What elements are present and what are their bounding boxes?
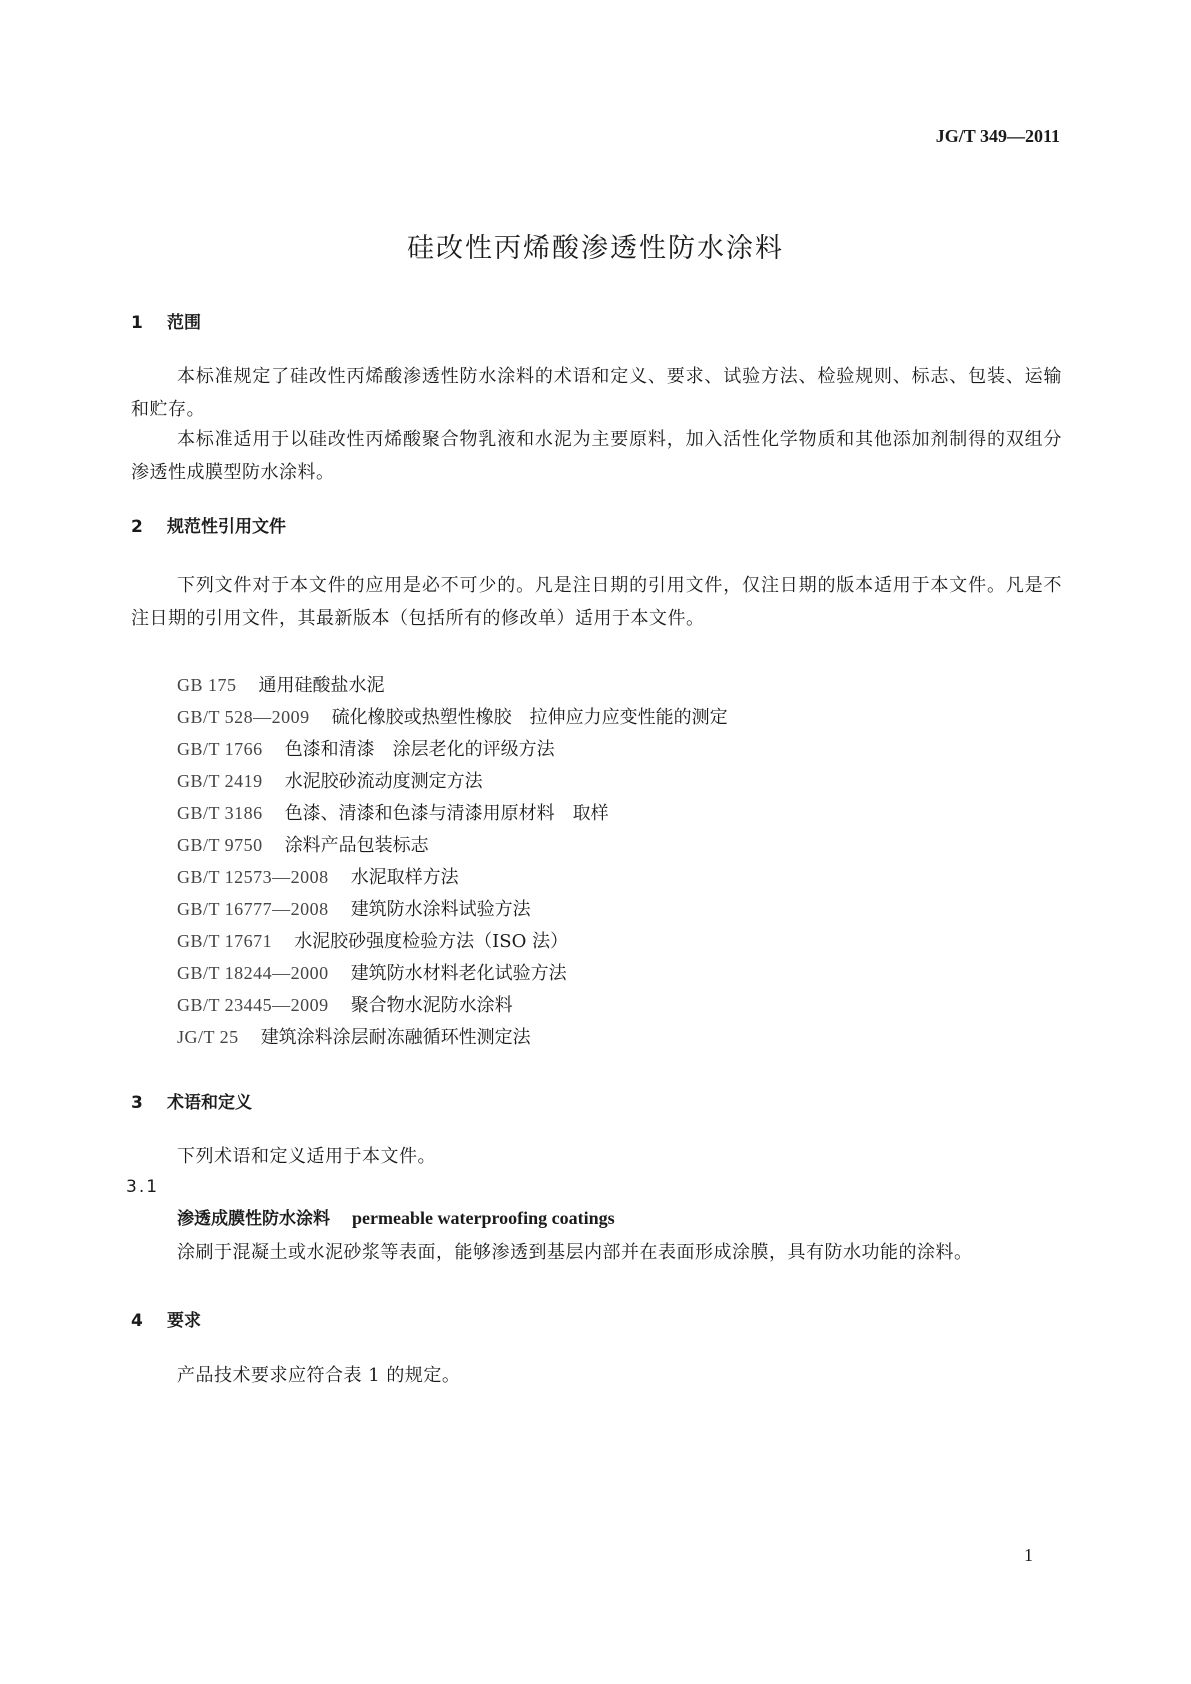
term-english: permeable waterproofing coatings: [352, 1208, 615, 1228]
reference-item: [177, 669, 728, 701]
reference-item: [177, 861, 728, 893]
reference-title: 建筑防水材料老化试验方法: [350, 963, 567, 984]
reference-code: GB/T 1766: [177, 739, 263, 759]
reference-title: 水泥胶砂流动度测定方法: [284, 771, 483, 792]
section-title: 要求: [167, 1311, 201, 1331]
page-number: 1: [1024, 1545, 1033, 1565]
reference-title: 建筑防水涂料试验方法: [350, 899, 531, 920]
reference-title: 色漆和清漆 涂层老化的评级方法: [284, 739, 555, 760]
section-3-heading: [131, 1088, 252, 1113]
reference-code: GB 175: [177, 675, 237, 695]
reference-item: [177, 957, 728, 989]
reference-title: 涂料产品包装标志: [284, 835, 429, 856]
section-title: 范围: [167, 313, 201, 333]
reference-code: GB/T 23445—2009: [177, 995, 329, 1015]
section-number: 4: [131, 1311, 143, 1331]
reference-code: GB/T 17671: [177, 931, 273, 951]
reference-code: GB/T 16777—2008: [177, 899, 329, 919]
section-title: 术语和定义: [167, 1093, 252, 1113]
reference-code: GB/T 9750: [177, 835, 263, 855]
scope-paragraph-1: 本标准规定了硅改性丙烯酸渗透性防水涂料的术语和定义、要求、试验方法、检验规则、标志、包装、运输和贮存。: [131, 366, 1062, 420]
reference-code: GB/T 2419: [177, 771, 263, 791]
reference-item: [177, 733, 728, 765]
section-title: 规范性引用文件: [167, 517, 286, 537]
reference-title: 聚合物水泥防水涂料: [350, 995, 513, 1016]
reference-item: [177, 701, 728, 733]
reference-code: GB/T 18244—2000: [177, 963, 329, 983]
term-definition: 涂刷于混凝土或水泥砂浆等表面，能够渗透到基层内部并在表面形成涂膜，具有防水功能的涂料。: [177, 1242, 973, 1263]
reference-title: 色漆、清漆和色漆与清漆用原材料 取样: [284, 803, 609, 824]
normative-intro: 下列文件对于本文件的应用是必不可少的。凡是注日期的引用文件，仅注日期的版本适用于本文件。凡是不注日期的引用文件，其最新版本（包括所有的修改单）适用于本文件。: [131, 575, 1062, 629]
section-2-heading: [131, 512, 286, 537]
reference-title: 水泥取样方法: [350, 867, 459, 888]
reference-title: 通用硅酸盐水泥: [258, 675, 385, 696]
section-1-heading: [131, 308, 201, 333]
reference-item: [177, 797, 728, 829]
reference-item: [177, 829, 728, 861]
reference-title: 硫化橡胶或热塑性橡胶 拉伸应力应变性能的测定: [331, 707, 728, 728]
term-entry: [177, 1204, 615, 1229]
section-number: 3: [131, 1093, 143, 1113]
reference-code: JG/T 25: [177, 1027, 239, 1047]
reference-item: [177, 765, 728, 797]
term-number: 3.1: [126, 1177, 160, 1197]
section-number: 1: [131, 313, 143, 333]
reference-title: 建筑涂料涂层耐冻融循环性测定法: [260, 1027, 531, 1048]
reference-list: [177, 669, 728, 1053]
reference-code: GB/T 12573—2008: [177, 867, 329, 887]
terms-intro: 下列术语和定义适用于本文件。: [177, 1146, 436, 1167]
reference-item: [177, 989, 728, 1021]
reference-item: [177, 893, 728, 925]
reference-title: 水泥胶砂强度检验方法（ISO 法）: [294, 931, 569, 952]
reference-code: GB/T 528—2009: [177, 707, 310, 727]
standard-number: JG/T 349—2011: [935, 126, 1060, 146]
reference-item: [177, 925, 728, 957]
section-number: 2: [131, 517, 143, 537]
reference-code: GB/T 3186: [177, 803, 263, 823]
reference-item: [177, 1021, 728, 1053]
requirements-text: 产品技术要求应符合表 1 的规定。: [177, 1365, 461, 1386]
section-4-heading: [131, 1306, 201, 1331]
term-chinese: 渗透成膜性防水涂料: [177, 1209, 330, 1229]
scope-paragraph-2: 本标准适用于以硅改性丙烯酸聚合物乳液和水泥为主要原料，加入活性化学物质和其他添加剂制得的双组分渗透性成膜型防水涂料。: [131, 429, 1062, 483]
document-title: 硅改性丙烯酸渗透性防水涂料: [407, 233, 784, 264]
